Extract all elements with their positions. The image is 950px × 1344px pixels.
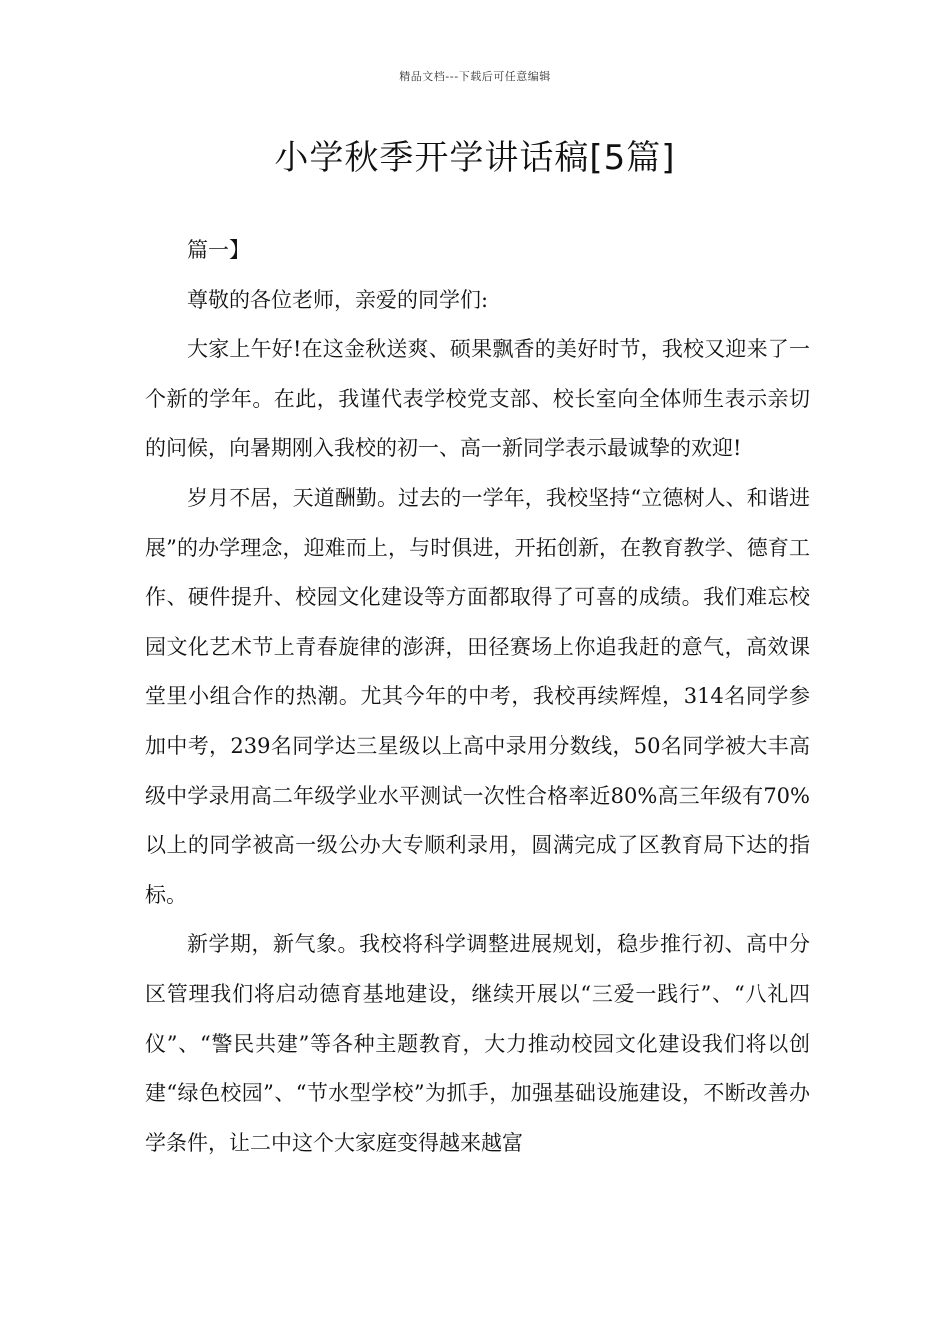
- body-paragraph: 大家上午好!在这金秋送爽、硕果飘香的美好时节，我校又迎来了一个新的学年。在此，我谨代表学校党支部、校长室向全体师生表示亲切的问候，向暑期刚入我校的初一、高一新同学表示最诚挚的欢迎!: [145, 337, 810, 461]
- body-paragraph: 岁月不居，天道酬勤。过去的一学年，我校坚持“立德树人、和谐进展”的办学理念，迎难而上，与时俱进，开拓创新，在教育教学、德育工作、硬件提升、校园文化建设等方面都取得了可喜的成绩。我们难忘校园文化艺术节上青春旋律的澎湃，田径赛场上你追我赶的意气，高效课堂里小组合作的热潮。尤其今年的中考，我校再续辉煌，314名同学参加中考，239名同学达三星级以上高中录用分数线，50名同学被大丰高级中学录用高二年级学业水平测试一次性合格率近80%高三年级有70%以上的同学被高一级公办大专顺利录用，圆满完成了区教育局下达的指标。: [145, 485, 810, 907]
- document-title: 小学秋季开学讲话稿[5篇]: [274, 138, 676, 178]
- body-paragraph: 新学期，新气象。我校将科学调整进展规划，稳步推行初、高中分区管理我们将启动德育基地建设，继续开展以“三爱一践行”、“八礼四仪”、“警民共建”等各种主题教育，大力推动校园文化建设我们将以创建“绿色校园”、“节水型学校”为抓手，加强基础设施建设，不断改善办学条件，让二中这个大家庭变得越来越富: [145, 932, 810, 1155]
- page-header-note: 精品文档---下载后可任意编辑: [399, 70, 551, 83]
- section-heading: 篇一】: [187, 238, 250, 262]
- salutation-paragraph: 尊敬的各位老师，亲爱的同学们:: [187, 287, 489, 312]
- document-body: [145, 226, 810, 1168]
